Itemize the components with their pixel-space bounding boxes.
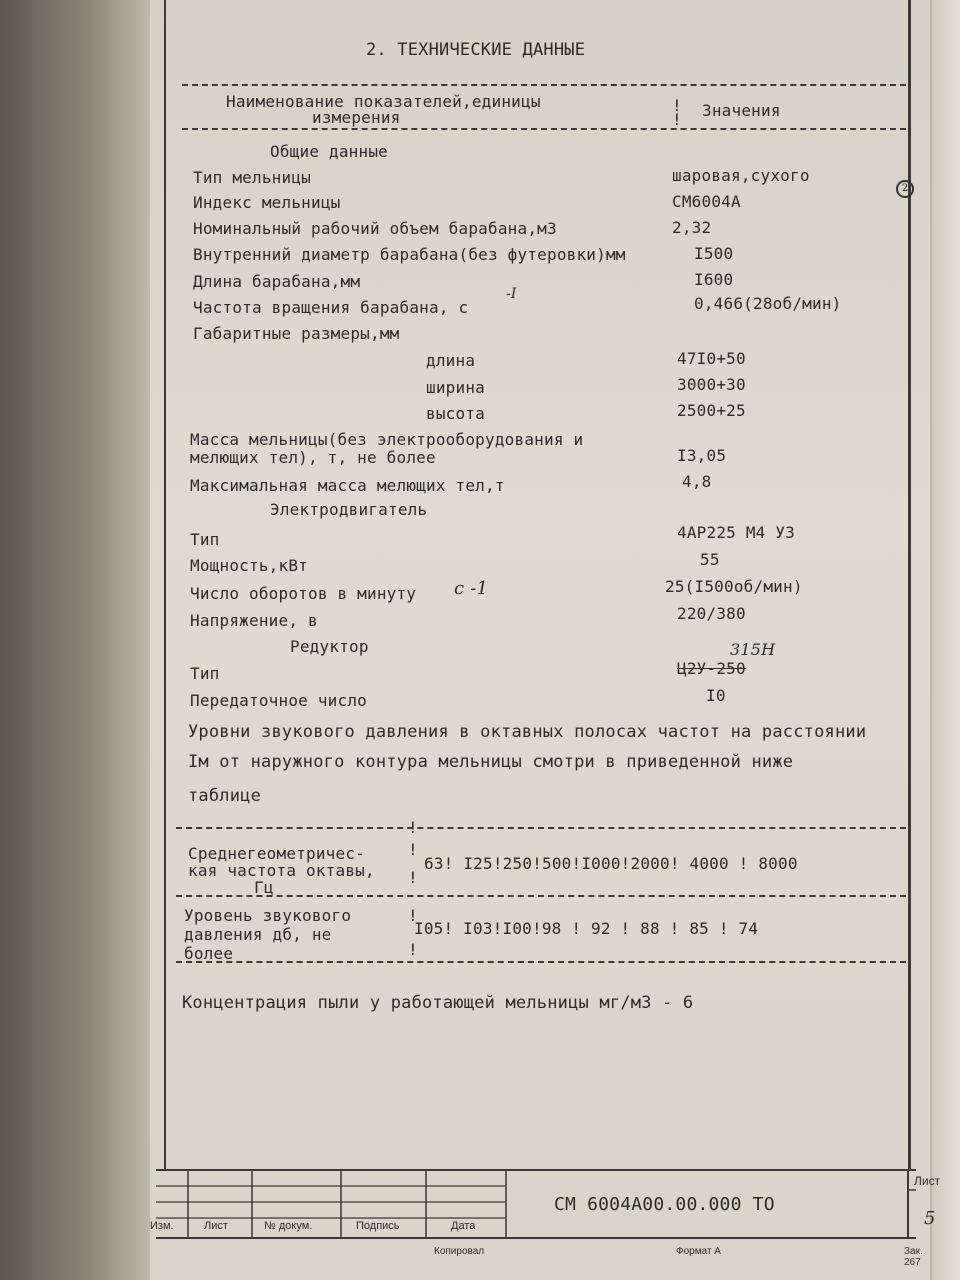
document-page: [150, 0, 960, 1280]
footer-right: Зак. 267: [904, 1246, 923, 1268]
frame-right-border: [908, 0, 911, 1170]
row-value: 220/380: [677, 604, 746, 623]
footer-mid: Формат А: [676, 1246, 721, 1257]
table-row2-label-line3: более: [184, 944, 234, 963]
table-sep: !: [408, 818, 418, 837]
header-separator-2: !: [672, 110, 682, 129]
reducer-type-value: Ц2У-250: [677, 659, 746, 678]
motor-section-title: Электродвигатель: [270, 500, 428, 519]
mass-value: I3,05: [677, 446, 727, 465]
doc-code: СМ 6004А00.00.000 ТО: [554, 1194, 775, 1215]
sheet-label: Лист: [914, 1174, 941, 1188]
dim-value: 47I0+50: [677, 349, 746, 368]
row-value: 55: [700, 550, 720, 569]
binding-gutter: [0, 0, 160, 1280]
stamp-col: Лист: [204, 1220, 228, 1232]
header-col1-line1: Наименование показателей,единицы: [226, 92, 541, 111]
row-value: СМ6004А: [672, 192, 741, 211]
table-row1-values: 63! I25!250!500!I000!2000! 4000 ! 8000: [424, 854, 798, 873]
handwritten-correction: 315Н: [730, 640, 776, 659]
row-value: 0,466(28об/мин): [694, 294, 842, 313]
sheet-number: 5: [924, 1208, 936, 1229]
max-mass-label: Максимальная масса мелющих тел,т: [190, 476, 505, 495]
row-value: шаровая,сухого: [672, 166, 810, 185]
dim-value: 2500+25: [677, 401, 746, 420]
stamp-col: Подпись: [356, 1220, 400, 1232]
row-label: Число оборотов в минуту: [190, 584, 417, 603]
row-label: Напряжение, в: [190, 611, 318, 630]
row-label: Индекс мельницы: [193, 193, 341, 212]
row-value: 25(I500об/мин): [665, 577, 803, 596]
header-col2: Значения: [702, 101, 781, 120]
table-sep: !: [408, 840, 418, 859]
row-label: Тип мельницы: [193, 168, 311, 187]
mass-label-line1: Масса мельницы(без электрооборудования и: [190, 430, 584, 449]
footer-left: Копировал: [434, 1246, 485, 1257]
noise-text-line1: Уровни звукового давления в октавных полосах частот на расстоянии: [188, 722, 867, 742]
row-label: Номинальный рабочий объем барабана,м3: [193, 219, 557, 238]
general-section-title: Общие данные: [270, 142, 388, 161]
dim-label: ширина: [426, 378, 485, 397]
table-sep: !: [408, 868, 418, 887]
row-label: Тип: [190, 530, 220, 549]
table-row2-label-line1: Уровень звукового: [184, 906, 352, 925]
header-col1-line2: измерения: [312, 108, 401, 127]
table-top-rule: [176, 827, 906, 829]
table-row1-label-line1: Среднегеометричес-: [188, 844, 365, 863]
page-title: 2. ТЕХНИЧЕСКИЕ ДАННЫЕ: [366, 40, 586, 60]
header-bottom-rule: [182, 128, 906, 130]
max-mass-value: 4,8: [682, 472, 712, 491]
dust-concentration: Концентрация пыли у работающей мельницы мг/м3 - 6: [182, 993, 694, 1013]
row-label: Длина барабана,мм: [193, 272, 361, 291]
stamp-col: Дата: [451, 1220, 476, 1232]
table-bottom-rule: [176, 961, 906, 963]
table-row2-label-line2: давления дб, не: [184, 925, 332, 944]
row-value: I0: [706, 686, 726, 705]
table-row1-label-line3: Гц: [254, 878, 274, 897]
row-value: 2,32: [672, 218, 712, 237]
margin-circle-mark: 2: [896, 180, 914, 198]
superscript: -I: [506, 286, 517, 302]
noise-text-line3: таблице: [188, 786, 262, 806]
handwritten-unit: с -1: [454, 578, 489, 599]
row-label: Передаточное число: [190, 691, 367, 710]
header-separator: !: [672, 96, 682, 115]
row-label: Тип: [190, 664, 220, 683]
row-label: Мощность,кВт: [190, 556, 308, 575]
table-sep: !: [408, 940, 418, 959]
row-label: Внутренний диаметр барабана(без футеровки)мм: [193, 245, 626, 264]
title-block: [150, 1168, 941, 1280]
reducer-section-title: Редуктор: [290, 637, 369, 656]
table-row1-label-line2: кая частота октавы,: [188, 861, 375, 880]
dim-label: высота: [426, 404, 485, 423]
dim-value: 3000+30: [677, 375, 746, 394]
stamp-col: № докум.: [264, 1220, 313, 1232]
row-label: Частота вращения барабана, с: [193, 298, 469, 317]
row-value: I500: [694, 244, 734, 263]
stamp-col: Изм.: [150, 1220, 174, 1232]
row-value: I600: [694, 270, 734, 289]
table-sep: !: [408, 906, 418, 925]
frame-left-border: [164, 0, 166, 1170]
table-row2-values: I05! I03!I00!98 ! 92 ! 88 ! 85 ! 74: [414, 919, 759, 938]
row-label: Габаритные размеры,мм: [193, 324, 400, 343]
header-top-rule: [182, 84, 906, 86]
dim-label: длина: [426, 351, 476, 370]
page-edge: [930, 0, 960, 1280]
table-mid-rule: [176, 895, 906, 897]
mass-label-line2: мелющих тел), т, не более: [190, 448, 436, 467]
row-value: 4АР225 М4 У3: [677, 523, 795, 542]
noise-text-line2: Iм от наружного контура мельницы смотри в приведенной ниже: [188, 752, 794, 772]
